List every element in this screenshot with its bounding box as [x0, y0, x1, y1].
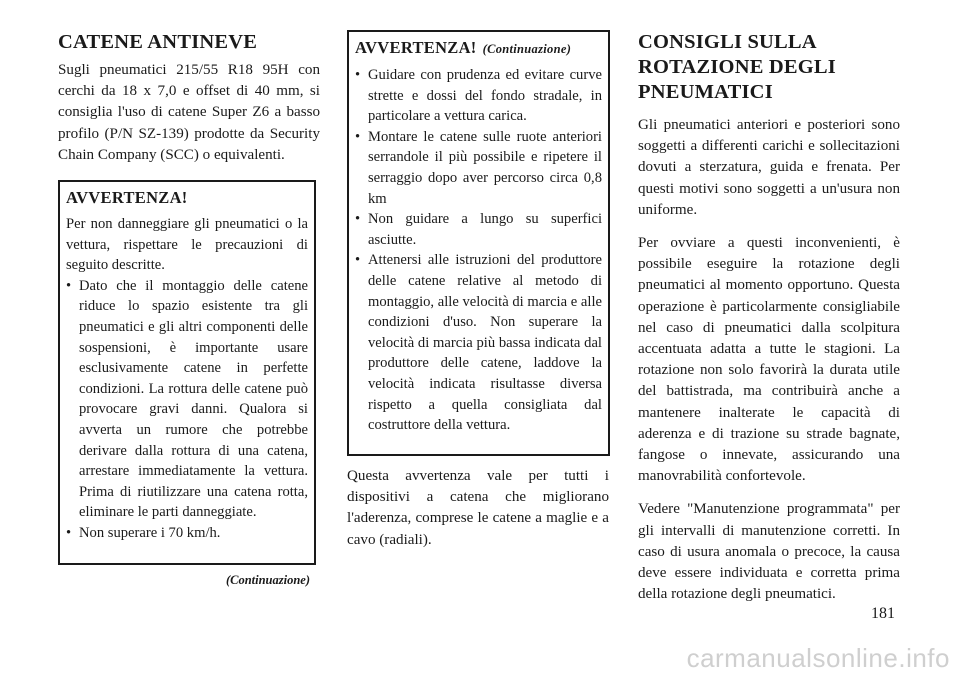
rotation-paragraph: Gli pneumatici anteriori e posteriori sono soggetti a differenti carichi e sollecitazioni dovuti a sterzatura, guida e frenata. Per questi motivi sono soggetti a un'usura non uniforme.	[638, 117, 900, 218]
warning-heading-continued: (Continuazione)	[482, 42, 572, 56]
section-title-snow-chains: CATENE ANTINEVE	[58, 31, 258, 53]
warning-bullet: • Non guidare a lungo su superfici asciutte.	[355, 209, 602, 250]
warning-heading-text: AVVERTENZA!	[355, 38, 477, 57]
warning-box	[58, 180, 316, 565]
warning-heading: AVVERTENZA!	[66, 188, 188, 208]
warning-bullet: • Dato che il montaggio delle catene riduce lo spazio esistente tra gli pneumatici e gli altri componenti delle sospensioni, è importante usare esclusivamente catene in perfette condizioni. La rottura delle catene può provocare gravi danni. Qualora si avverta un rumore che potrebbe derivare dalla rottura di una catena, arrestare immediatamente la vettura. Prima di riutilizzare una catena rotta, eliminare le parti danneggiate.	[66, 276, 308, 523]
watermark: carmanualsonline.info	[686, 643, 950, 673]
warning-text: Per non danneggiare gli pneumatici o la vettura, rispettare le precauzioni di seguito descritte.	[66, 216, 308, 274]
intro-paragraph: Sugli pneumatici 215/55 R18 95H con cerchi da 18 x 7,0 e offset di 40 mm, si consiglia l'uso di catene Super Z6 a basso profilo (P/N SZ-139) prodotte da Security Chain Company (SCC) o equivalenti.	[58, 62, 320, 163]
column-middle	[347, 30, 609, 551]
page-number: 181	[871, 605, 895, 622]
warning-bullet: • Guidare con prudenza ed evitare curve strette e dossi del fondo stradale, in particolare a vettura carica.	[355, 65, 602, 127]
rotation-paragraph: Vedere "Manutenzione programmata" per gli intervalli di manutenzione corretti. In caso di usura anomala o precoce, la causa deve essere individuata e corretta prima della rotazione degli pneumatici.	[638, 501, 900, 603]
rotation-paragraph: Per ovviare a questi inconvenienti, è possibile eseguire la rotazione degli pneumatici al momento opportuno. Questa operazione è particolarmente consigliabile nel caso di pneumatici dalla scolpitura accentuata adatta a tutte le stagioni. La rotazione non solo favorirà la durata utile del battistrada, ma contribuirà anche a mantenere inalterate le capacità di aderenza e di trazione su strade bagnate, fangose o innevate, assicurando una manovrabilità confortevole.	[638, 235, 900, 485]
section-title-tire-rotation: CONSIGLI SULLA ROTAZIONE DEGLI PNEUMATICI	[638, 31, 836, 103]
warning-bullet: • Montare le catene sulle ruote anteriori serrandole il più possibile e ripetere il serraggio dopo aver percorso circa 0,8 km	[355, 127, 602, 209]
warning-bullet-list	[66, 276, 308, 544]
warning-box-continued	[347, 30, 610, 456]
note-paragraph: Questa avvertenza vale per tutti i dispositivi a catena che migliorano l'aderenza, comprese le catene a maglie e a cavo (radiali).	[347, 468, 609, 548]
warning-heading	[355, 38, 602, 59]
continued-label: (Continuazione)	[225, 573, 310, 588]
warning-bullet-list	[355, 65, 602, 436]
warning-bullet: • Non superare i 70 km/h.	[66, 523, 308, 544]
column-left	[58, 30, 320, 588]
warning-bullet: • Attenersi alle istruzioni del produttore delle catene relative al metodo di montaggio, alle velocità di marcia e alle condizioni d'uso. Non superare la velocità di marcia più bassa indicata dal produttore delle catene, laddove la velocità indicata risultasse diversa rispetto a quella consigliata dal costruttore della vettura.	[355, 250, 602, 435]
column-right	[638, 30, 900, 605]
